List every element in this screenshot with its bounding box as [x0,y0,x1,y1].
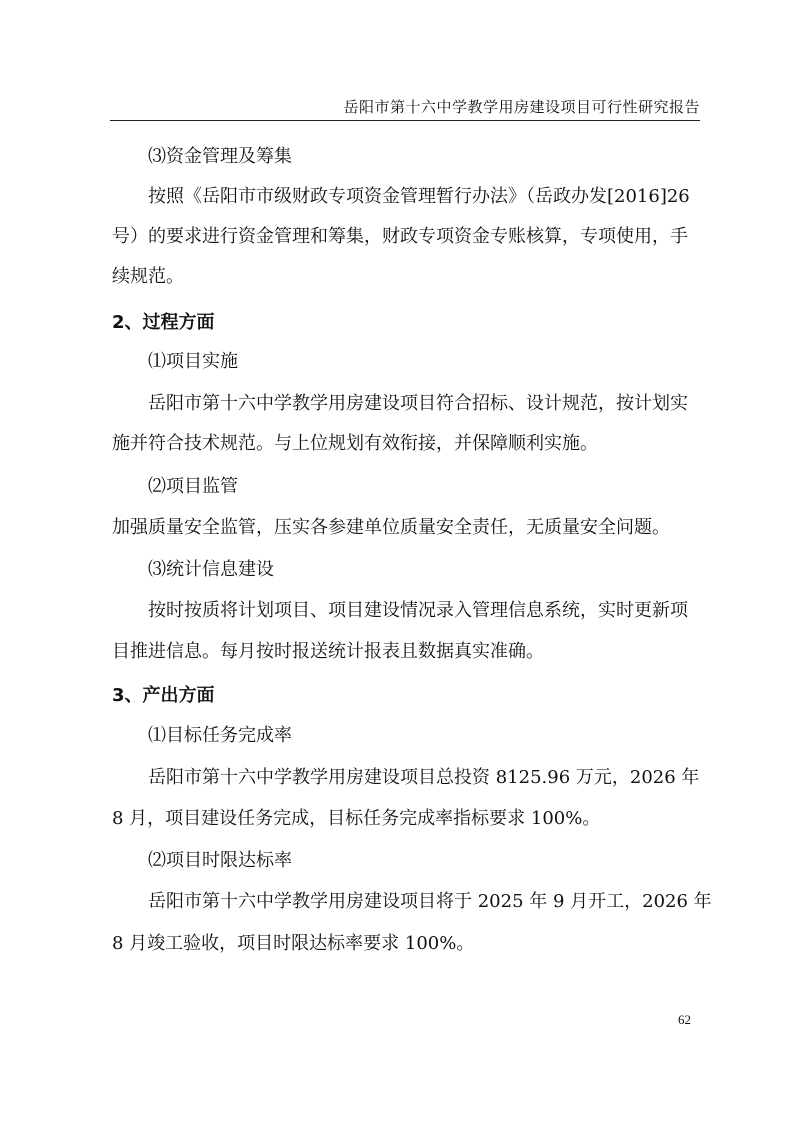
header-title: 岳阳市第十六中学教学用房建设项目可行性研究报告 [343,98,700,116]
page-header [110,94,700,121]
paragraph-line: 目推进信息。每月按时报送统计报表且数据真实准确。 [112,641,544,662]
paragraph-line: 加强质量安全监管，压实各参建单位质量安全责任，无质量安全问题。 [112,517,670,538]
paragraph-line: 8 月竣工验收，项目时限达标率要求 100%。 [112,933,475,954]
paragraph-line: 按照《岳阳市市级财政专项资金管理暂行办法》（岳政办发[2016]26 [148,186,690,207]
page-number: 62 [678,1012,691,1027]
paragraph-line: 8 月，项目建设任务完成，目标任务完成率指标要求 100%。 [112,808,601,829]
paragraph-line: 施并符合技术规范。与上位规划有效衔接，并保障顺利实施。 [112,433,598,454]
subheading-deadline-rate: ⑵项目时限达标率 [148,850,292,871]
paragraph-line: 按时按质将计划项目、项目建设情况录入管理信息系统，实时更新项 [148,600,688,621]
subheading-task-completion-rate: ⑴目标任务完成率 [148,725,292,746]
paragraph-line: 岳阳市第十六中学教学用房建设项目符合招标、设计规范，按计划实 [148,393,688,414]
paragraph-line: 岳阳市第十六中学教学用房建设项目总投资 8125.96 万元，2026 年 [148,767,700,788]
subheading-fund-management: ⑶资金管理及筹集 [148,146,292,167]
paragraph-line: 号）的要求进行资金管理和筹集，财政专项资金专账核算，专项使用，手 [112,226,688,247]
section-heading-process: 2、过程方面 [112,312,215,333]
paragraph-line: 岳阳市第十六中学教学用房建设项目将于 2025 年 9 月开工，2026 年 [148,891,712,912]
section-heading-output: 3、产出方面 [112,685,215,706]
subheading-project-supervision: ⑵项目监管 [148,476,238,497]
subheading-project-implementation: ⑴项目实施 [148,351,238,372]
subheading-statistics-info: ⑶统计信息建设 [148,559,274,580]
paragraph-line: 续规范。 [112,266,184,287]
